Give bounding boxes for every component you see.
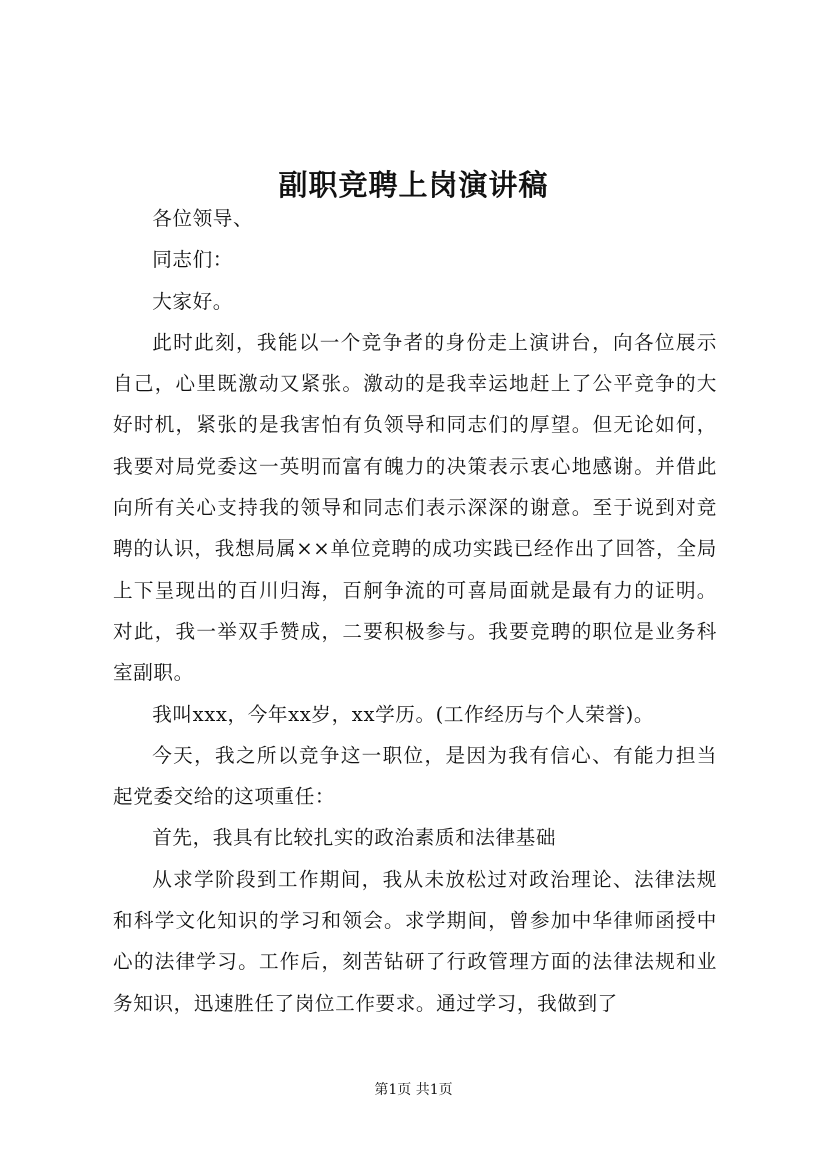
salutation-leaders: 各位领导、: [152, 207, 254, 230]
document-body: [113, 198, 717, 1024]
greeting: 大家好。: [152, 289, 233, 313]
page-footer: 第1页 共1页: [374, 1082, 453, 1098]
paragraph-self-introduction: 我叫xxx，今年xx岁，xx学历。(工作经历与个人荣誉)。: [152, 702, 655, 726]
document-title: 副职竞聘上岗演讲稿: [278, 168, 549, 203]
salutation-comrades: 同志们：: [152, 248, 233, 272]
paragraph-first-point-heading: 首先，我具有比较扎实的政治素质和法律基础: [152, 826, 557, 850]
paragraph-reason: 今天，我之所以竞争这一职位，是因为我有信心、有能力担当起党委交给的这项重任：: [113, 743, 717, 809]
paragraph-intro: 此时此刻，我能以一个竞争者的身份走上演讲台，向各位展示自己，心里既激动又紧张。激动的是我幸运地赶上了公平竞争的大好时机，紧张的是我害怕有负领导和同志们的厚望。但无论如何，我要对局党委这一英明而富有魄力的决策表示衷心地感谢。并借此向所有关心支持我的领导和同志们表示深深的谢意。至于说到对竞聘的认识，我想局属××单位竞聘的成功实践已经作出了回答，全局上下呈现出的百川归海，百舸争流的可喜局面就是最有力的证明。对此，我一举双手赞成，二要积极参与。我要竞聘的职位是业务科室副职。: [113, 330, 717, 685]
paragraph-study: 从求学阶段到工作期间，我从未放松过对政治理论、法律法规和科学文化知识的学习和领会。求学期间，曾参加中华律师函授中心的法律学习。工作后，刻苦钻研了行政管理方面的法律法规和业务知识，迅速胜任了岗位工作要求。通过学习，我做到了: [113, 867, 717, 1015]
